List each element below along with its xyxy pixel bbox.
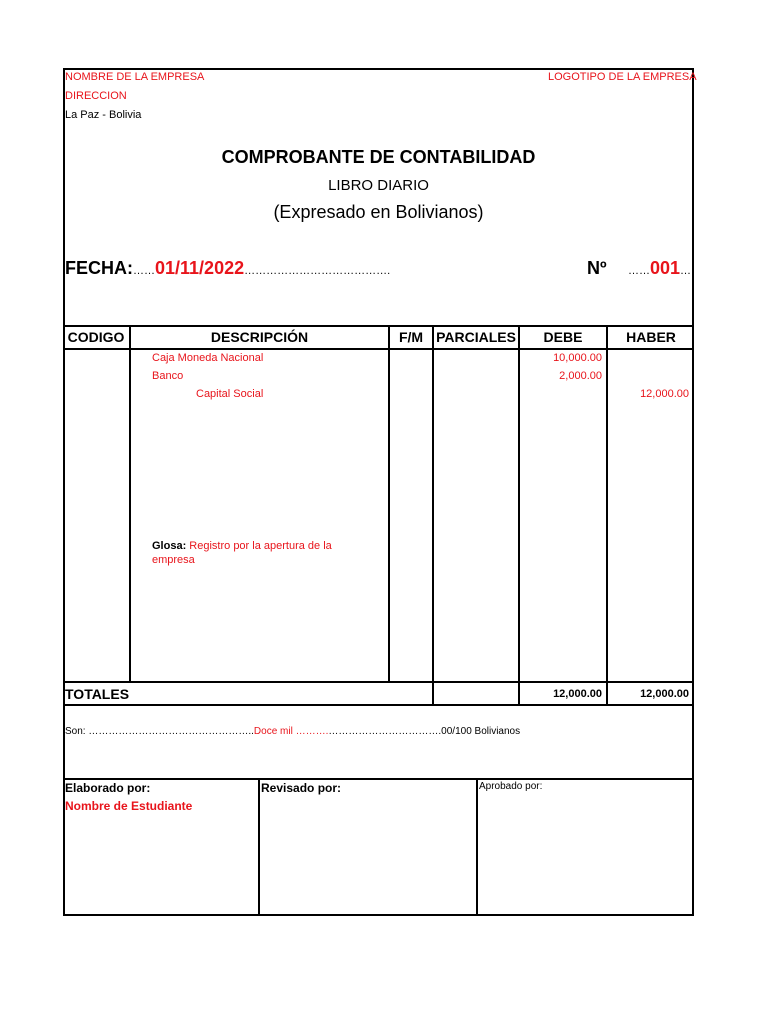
table-top-border [63, 325, 694, 327]
col-divider-descripcion [388, 325, 390, 683]
numero-value: 001 [650, 258, 681, 278]
numero-lead-dots: …… [628, 265, 650, 277]
total-haber: 12,000.00 [640, 688, 689, 700]
fecha-trail-dots: …………………………………. [244, 265, 391, 277]
son-bottom-border [63, 778, 694, 780]
company-name: NOMBRE DE LA EMPRESA [65, 71, 205, 83]
glosa-text-line2: empresa [152, 554, 195, 566]
glosa-text-line1: Registro por la apertura de la [189, 540, 332, 552]
currency-note: (Expresado en Bolivianos) [273, 202, 484, 222]
fecha-label: FECHA: [65, 258, 133, 278]
row-2-description: Banco [152, 370, 184, 382]
numero-field [628, 258, 694, 279]
totals-label: TOTALES [65, 686, 130, 702]
document-title: COMPROBANTE DE CONTABILIDAD [221, 147, 536, 167]
glosa [152, 540, 332, 552]
son-suffix: 00/100 Bolivianos [441, 726, 521, 737]
glosa-label: Glosa: [152, 540, 187, 552]
col-divider-parciales [518, 325, 520, 706]
son-dots-3: ……………………………. [328, 726, 442, 737]
elaborado-label: Elaborado por: [65, 781, 151, 795]
company-city: La Paz - Bolivia [65, 109, 142, 121]
revisado-label: Revisado por: [261, 781, 342, 795]
col-header-debe: DEBE [543, 329, 583, 345]
aprobado-label: Aprobado por: [479, 781, 543, 792]
amount-in-words [65, 726, 520, 737]
row-3-haber: 12,000.00 [640, 388, 689, 400]
totals-bottom-border [63, 704, 694, 706]
fecha-field [65, 258, 390, 279]
row-2-debe: 2,000.00 [559, 370, 602, 382]
fecha-lead-dots: …… [133, 265, 155, 277]
col-header-descripcion: DESCRIPCIÓN [210, 329, 309, 345]
total-debe: 12,000.00 [553, 688, 602, 700]
son-amount-words: Doce mil [253, 726, 296, 737]
company-address: DIRECCION [65, 90, 127, 102]
row-3-description: Capital Social [196, 388, 264, 400]
table-body-bottom-border [63, 681, 694, 683]
sig-divider-2 [476, 778, 478, 916]
col-divider-debe [606, 325, 608, 706]
son-label: Son: [65, 726, 89, 737]
col-header-haber: HABER [626, 329, 676, 345]
elaborado-value: Nombre de Estudiante [65, 799, 193, 813]
col-header-codigo: CODIGO [67, 329, 125, 345]
document-subtitle: LIBRO DIARIO [328, 177, 429, 194]
row-1-debe: 10,000.00 [553, 352, 602, 364]
voucher-frame [63, 68, 694, 916]
fecha-value: 01/11/2022 [155, 258, 245, 278]
col-header-fm: F/M [398, 329, 424, 345]
company-logo-placeholder: LOGOTIPO DE LA EMPRESA [548, 71, 697, 83]
son-dots-1: ………………………………………….. [88, 726, 254, 737]
table-header-border [63, 348, 694, 350]
row-1-description: Caja Moneda Nacional [152, 352, 264, 364]
sig-divider-1 [258, 778, 260, 916]
col-divider-fm [432, 325, 434, 706]
col-header-parciales: PARCIALES [436, 329, 516, 345]
col-divider-codigo [129, 325, 131, 683]
numero-trail-dots: …. [680, 265, 695, 277]
numero-label: Nº [587, 258, 607, 278]
son-dots-2: ………. [295, 726, 329, 737]
